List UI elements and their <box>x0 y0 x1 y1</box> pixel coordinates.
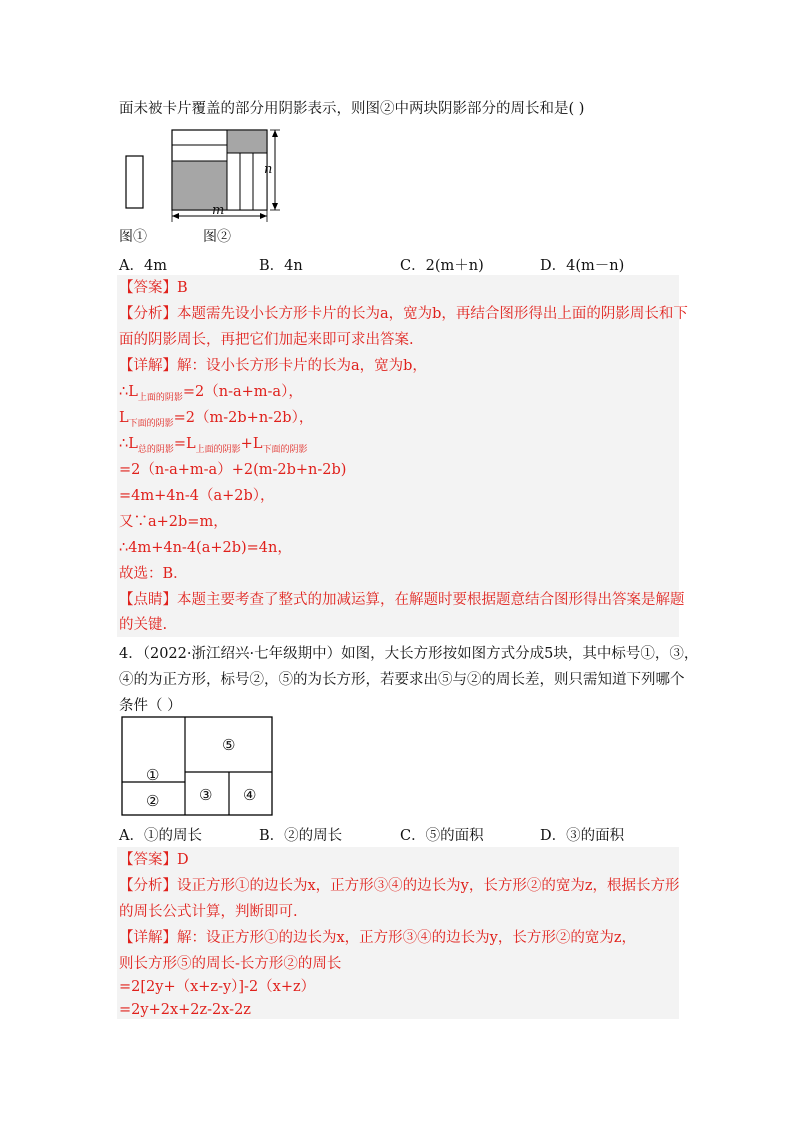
q4-stem-line2: ④的为正方形，标号②，⑤的为长方形，若要求出⑤与②的周长差，则只需知道下列哪个 <box>119 672 685 688</box>
q3-stem-tail: 面未被卡片覆盖的部分用阴影表示，则图②中两块阴影部分的周长和是( ) <box>119 101 585 117</box>
region-1-label: ① <box>146 766 160 784</box>
q4-stem-line3: 条件（ ） <box>119 698 182 714</box>
q4-answer: 【答案】D <box>119 852 189 868</box>
q3-detail-line1: 【详解】解：设小长方形卡片的长为a，宽为b， <box>119 358 427 374</box>
q3-detail-line3: $L_{下面的阴影}=2(m-2b+n-2b)$， <box>119 410 314 429</box>
q3-option-c: C．2(m＋n) <box>400 258 484 274</box>
q3-analysis-line1: 【分析】本题需先设小长方形卡片的长为a，宽为b，再结合图形得出上面的阴影周长和下 <box>119 306 688 322</box>
q4-detail-line3: =2[2y+（x+z-y）]-2（x+z） <box>119 979 316 995</box>
q3-answer: 【答案】B <box>119 280 188 296</box>
fig2-label: 图② <box>203 229 231 245</box>
q4-options <box>119 824 679 844</box>
region-3-label: ③ <box>199 786 213 804</box>
upper-shaded-region <box>227 130 267 153</box>
q4-stem-line1: 4．（2022·浙江绍兴·七年级期中）如图，大长方形按如图方式分成5块，其中标号①，③， <box>119 646 699 662</box>
q3-detail-line2: $\therefore L_{上面的阴影}=2(n-a+m-a)$， <box>119 384 303 403</box>
q3-options <box>119 254 679 274</box>
region-2-label: ② <box>146 792 160 810</box>
q3-detail-line9: 故选：B． <box>119 566 188 582</box>
q4-detail-line2: 则长方形⑤的周长-长方形②的周长 <box>119 956 342 972</box>
m-label: m <box>212 203 225 218</box>
q4-option-b: B．②的周长 <box>259 828 343 844</box>
q4-option-c: C．⑤的面积 <box>400 828 484 844</box>
n-label: n <box>264 162 273 177</box>
q3-option-a: A．4m <box>119 258 167 274</box>
q3-option-d: D．4(m－n) <box>540 258 625 274</box>
q3-option-b: B．4n <box>259 258 303 274</box>
fig1-card <box>126 156 143 208</box>
q3-detail-line6: =4m+4n-4（a+2b）， <box>119 488 275 504</box>
region-4-label: ④ <box>243 786 257 804</box>
q3-detail-line7: 又∵a+2b=m， <box>119 514 228 530</box>
q3-analysis-line2: 面的阴影周长，再把它们加起来即可求出答案. <box>119 332 414 348</box>
q4-option-d: D．③的面积 <box>540 828 625 844</box>
q4-option-a: A．①的周长 <box>119 828 202 844</box>
q3-comment-line1: 【点睛】本题主要考查了整式的加减运算，在解题时要根据题意结合图形得出答案是解题 <box>119 592 685 608</box>
q4-detail-line4: =2y+2x+2z-2x-2z <box>119 1002 251 1018</box>
q4-analysis-line2: 的周长公式计算，判断即可. <box>119 904 298 920</box>
q3-detail-line4: $\therefore L_{总的阴影}=L_{上面的阴影}+L_{下面的阴影}$ <box>119 436 308 455</box>
q3-detail-line5: =2（n-a+m-a）+2(m-2b+n-2b) <box>119 462 347 478</box>
q4-detail-line1: 【详解】解：设正方形①的边长为x，正方形③④的边长为y，长方形②的宽为z， <box>119 930 637 946</box>
q3-comment-line2: 的关键. <box>119 617 168 633</box>
fig1-label: 图① <box>119 229 147 245</box>
q3-detail-line8: ∴4m+4n-4(a+2b)=4n， <box>119 540 292 556</box>
q4-analysis-line1: 【分析】设正方形①的边长为x，正方形③④的边长为y，长方形②的宽为z，根据长方形 <box>119 878 680 894</box>
region-5-label: ⑤ <box>222 736 236 754</box>
